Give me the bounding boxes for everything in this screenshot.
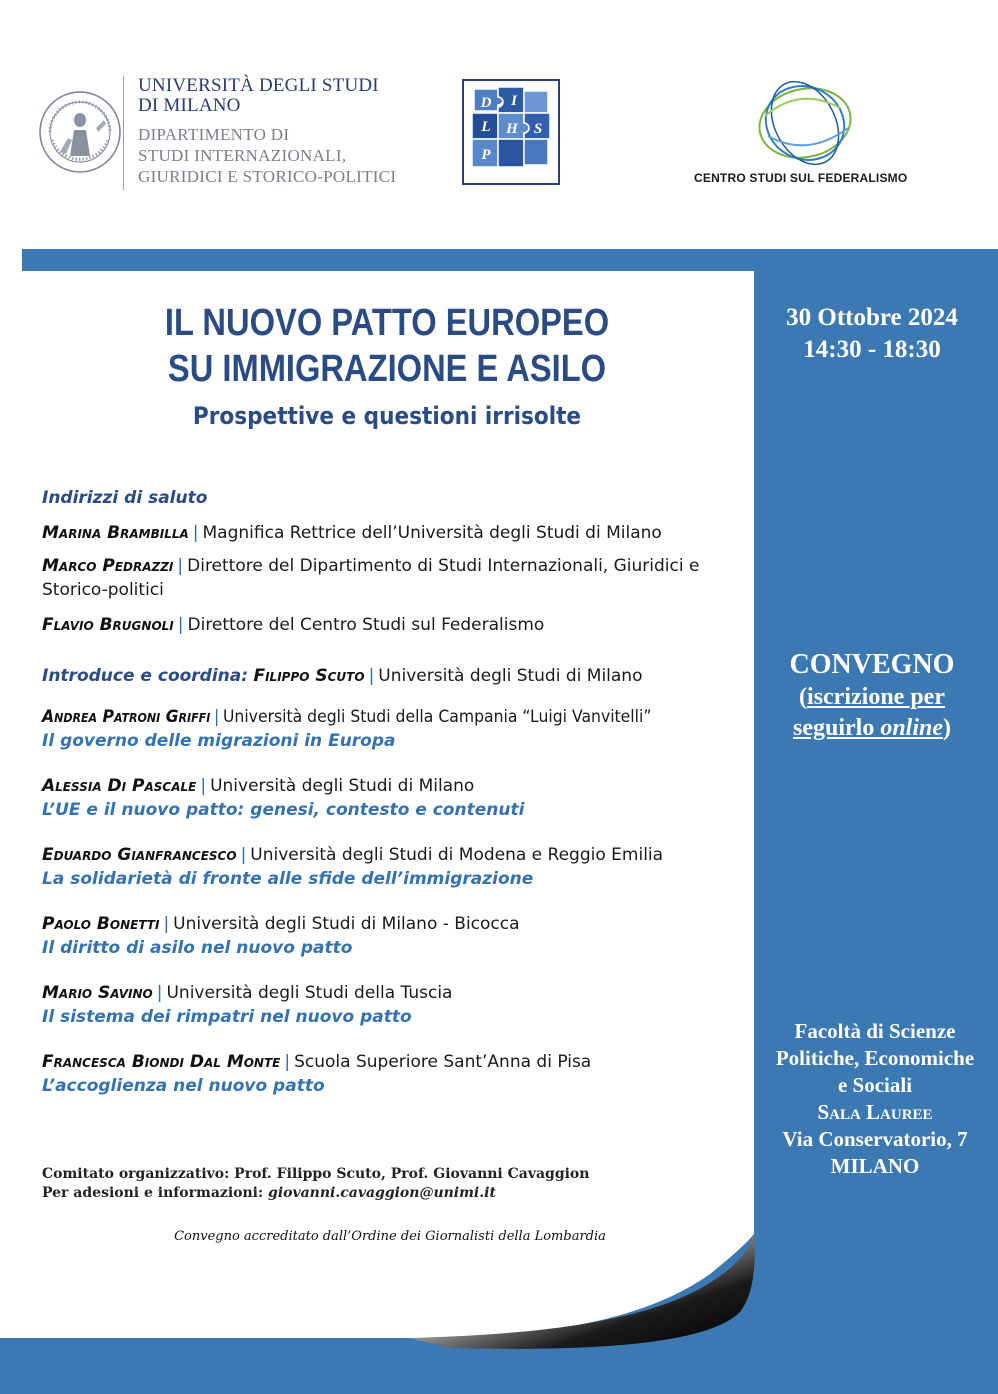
location-city: MILANO: [830, 1154, 920, 1178]
speaker-item: [42, 774, 752, 822]
university-seal-icon: [38, 90, 122, 174]
speaker-affiliation: Università degli Studi della Campania “Luigi Vanvitelli”: [222, 707, 652, 727]
speaker-affiliation: Università degli Studi della Tuscia: [166, 983, 453, 1003]
page-curl-icon: [410, 1234, 760, 1354]
speaker-name: Mario Savino: [42, 983, 153, 1003]
event-type-block: [754, 648, 990, 744]
talk-title: Il sistema dei rimpatri nel nuovo patto: [42, 1007, 412, 1027]
accreditation-note: Convegno accreditato dall’Ordine dei Giornalisti della Lombardia: [174, 1229, 606, 1244]
registration-line: [754, 682, 990, 713]
department-line: DIPARTIMENTO DI: [138, 125, 290, 144]
puzzle-letter: L: [481, 119, 491, 135]
speaker-role: Direttore del Centro Studi sul Federalismo: [187, 615, 545, 635]
federalism-label: CENTRO STUDI SUL FEDERALISMO: [694, 171, 908, 185]
greeting-item: [42, 613, 752, 637]
puzzle-letter: H: [506, 121, 518, 137]
speaker-role: Università degli Studi di Milano: [378, 666, 643, 686]
greeting-item: [42, 554, 752, 578]
contact-line: [42, 1184, 742, 1203]
event-datetime: [754, 302, 990, 366]
separator: |: [200, 776, 207, 796]
location-address: Via Conservatorio, 7: [782, 1127, 968, 1151]
speaker-item: [42, 912, 752, 960]
speaker-item: [42, 981, 752, 1029]
speaker-role: Direttore del Dipartimento di Studi Internazionali, Giuridici e: [187, 556, 700, 576]
separator: |: [240, 845, 247, 865]
speaker-affiliation: Scuola Superiore Sant’Anna di Pisa: [294, 1052, 592, 1072]
event-location: [754, 1018, 996, 1180]
talk-title: L’UE e il nuovo patto: genesi, contesto e contenuti: [42, 800, 525, 820]
speaker-item: [42, 843, 752, 891]
talk-title: Il diritto di asilo nel nuovo patto: [42, 938, 353, 958]
federalism-globe-icon: [690, 78, 920, 168]
puzzle-letter: I: [511, 93, 517, 109]
department-line: GIURIDICI E STORICO-POLITICI: [138, 167, 397, 186]
speaker-name: Alessia Di Pascale: [42, 776, 197, 796]
location-line: e Sociali: [837, 1073, 913, 1097]
event-time: 14:30 - 18:30: [803, 336, 941, 363]
university-name-line: UNIVERSITÀ DEGLI STUDI: [138, 75, 379, 96]
department-line: STUDI INTERNAZIONALI,: [138, 146, 347, 165]
separator: |: [214, 707, 220, 727]
title-line: IL NUOVO PATTO EUROPEO: [164, 302, 610, 344]
separator: |: [177, 615, 184, 635]
separator: |: [368, 666, 375, 686]
speaker-name: Francesca Biondi Dal Monte: [42, 1052, 281, 1072]
organizing-info: [42, 1165, 742, 1203]
event-title: [73, 300, 701, 392]
separator: |: [163, 914, 170, 934]
speaker-role: Magnifica Rettrice dell’Università degli Studi di Milano: [202, 523, 662, 543]
contact-label: Per adesioni e informazioni:: [42, 1185, 264, 1201]
paren-open: (: [799, 684, 808, 710]
talk-title: La solidarietà di fronte alle sfide dell’immigrazione: [42, 869, 534, 889]
paren-close: ): [943, 715, 951, 741]
registration-link[interactable]: iscrizione per: [807, 684, 945, 710]
speaker-name: Andrea Patroni Griffi: [42, 707, 211, 727]
greeting-item: [42, 521, 752, 545]
speaker-role-continued: Storico-politici: [42, 580, 164, 600]
registration-link-text: seguirlo: [792, 715, 881, 741]
university-logo: [30, 74, 440, 192]
title-line: SU IMMIGRAZIONE E ASILO: [167, 348, 607, 390]
speaker-name: Flavio Brugnoli: [42, 615, 174, 635]
separator: |: [156, 983, 163, 1003]
speaker-name: Marina Brambilla: [42, 523, 189, 543]
location-room: Sala Lauree: [817, 1100, 933, 1124]
separator: |: [284, 1052, 291, 1072]
registration-line: [754, 713, 990, 744]
event-type: CONVEGNO: [789, 649, 955, 680]
separator: |: [192, 523, 199, 543]
location-line: Politiche, Economiche: [775, 1046, 975, 1070]
dilhps-puzzle-logo: [462, 79, 560, 185]
talk-title: Il governo delle migrazioni in Europa: [42, 731, 396, 751]
speaker-affiliation: Università degli Studi di Milano - Bicocca: [173, 914, 520, 934]
puzzle-icon: [464, 81, 558, 183]
puzzle-letter: P: [481, 147, 491, 163]
speaker-affiliation: Università degli Studi di Modena e Reggio Emilia: [250, 845, 664, 865]
logo-divider: [123, 76, 124, 190]
event-subtitle: Prospettive e questioni irrisolte: [192, 402, 582, 430]
location-line: Facoltà di Scienze: [794, 1019, 956, 1043]
registration-link-online: online: [880, 715, 943, 741]
speaker-name: Paolo Bonetti: [42, 914, 160, 934]
program-list: [42, 486, 752, 1098]
separator: |: [177, 556, 184, 576]
side-info-panel: [754, 249, 998, 1394]
puzzle-letter: S: [533, 121, 543, 137]
department-name: [138, 124, 396, 187]
puzzle-letter: D: [480, 95, 492, 111]
organizing-committee: Comitato organizzativo: Prof. Filippo Scuto, Prof. Giovanni Cavaggion: [42, 1166, 590, 1182]
centro-studi-federalismo-logo: [690, 78, 920, 190]
speaker-item: [42, 1050, 752, 1098]
event-date: 30 Ottobre 2024: [786, 304, 958, 331]
speaker-name: Marco Pedrazzi: [42, 556, 174, 576]
talk-title: L’accoglienza nel nuovo patto: [42, 1076, 325, 1096]
speaker-item: [42, 705, 752, 753]
contact-email-link[interactable]: giovanni.cavaggion@unimi.it: [268, 1185, 496, 1201]
chair-label: Introduce e coordina:: [42, 666, 249, 686]
university-name-line: DI MILANO: [138, 95, 241, 116]
speaker-affiliation: Università degli Studi di Milano: [210, 776, 475, 796]
university-name-block: [138, 76, 396, 187]
university-name: [138, 76, 396, 116]
greetings-heading: Indirizzi di saluto: [42, 488, 208, 508]
speaker-name: Filippo Scuto: [253, 666, 365, 686]
registration-link-cont[interactable]: [793, 715, 943, 741]
speaker-name: Eduardo Gianfrancesco: [42, 845, 237, 865]
chair-item: [42, 664, 752, 688]
